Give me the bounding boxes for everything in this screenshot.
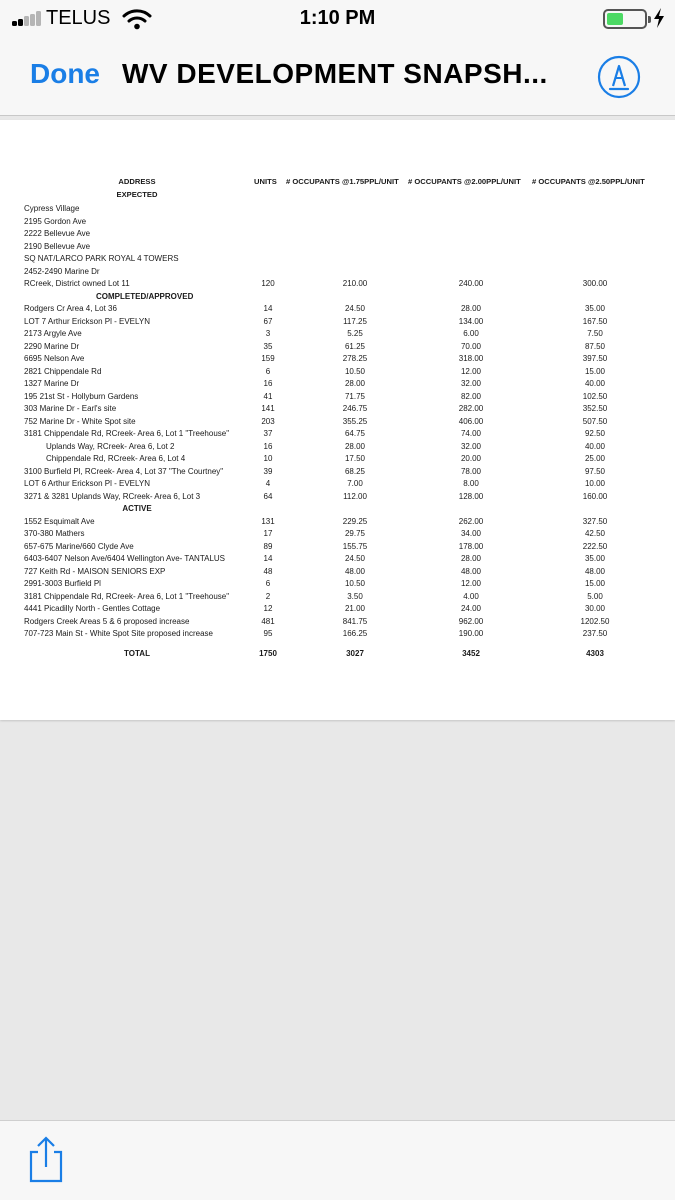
occupants-250-cell: 10.00 [584, 479, 606, 488]
table-row [24, 629, 664, 642]
table-row [24, 529, 664, 542]
occupants-175-cell: 10.50 [344, 579, 366, 588]
table-row [24, 229, 664, 242]
bottom-toolbar [0, 1120, 675, 1200]
table-row [24, 379, 664, 392]
address-cell: 752 Marine Dr - White Spot site [24, 416, 136, 426]
occupants-175-cell: 112.00 [343, 491, 367, 501]
occupants-250-cell: 352.50 [582, 404, 608, 413]
occupants-200-cell: 282.00 [458, 404, 484, 413]
development-table [24, 177, 664, 661]
units-cell: 481 [261, 616, 275, 626]
section-header [24, 504, 664, 517]
occupants-175-cell: 117.25 [343, 316, 367, 326]
occupants-250-cell: 5.00 [587, 591, 603, 601]
occupants-175-cell: 61.25 [344, 341, 366, 351]
occupants-200-cell: 12.00 [460, 579, 482, 588]
battery-icon [603, 9, 647, 29]
address-cell: 2173 Argyle Ave [24, 329, 82, 338]
occupants-175-cell: 28.00 [344, 441, 366, 451]
address-cell: 2222 Bellevue Ave [24, 229, 91, 238]
header-occupants-200: # OCCUPANTS @2.00PPL/UNIT [408, 177, 521, 186]
address-cell: LOT 6 Arthur Erickson Pl - EVELYN [24, 479, 150, 488]
table-row [24, 279, 664, 292]
occupants-175-cell: 278.25 [342, 354, 368, 363]
occupants-175-cell: 24.50 [344, 554, 366, 563]
occupants-175-cell: 28.00 [344, 379, 366, 388]
address-cell: 707-723 Main St - White Spot Site proposed increase [24, 629, 213, 638]
occupants-250-cell: 15.00 [584, 366, 606, 376]
occupants-200-cell: 24.00 [460, 604, 482, 613]
occupants-200-cell: 78.00 [460, 466, 482, 476]
total-units: 1750 [259, 648, 277, 658]
total-row [24, 649, 664, 662]
occupants-200-cell: 4.00 [463, 591, 479, 601]
occupants-250-cell: 15.00 [584, 579, 606, 588]
address-cell: 2452-2490 Marine Dr [24, 266, 100, 276]
occupants-200-cell: 318.00 [458, 354, 484, 363]
occupants-250-cell: 222.50 [582, 541, 608, 551]
address-cell: 2195 Gordon Ave [24, 216, 87, 226]
address-cell: Uplands Way, RCreek- Area 6, Lot 2 [46, 441, 175, 451]
address-cell: RCreek, District owned Lot 11 [24, 279, 130, 288]
address-cell: 657-675 Marine/660 Clyde Ave [24, 541, 134, 551]
units-cell: 4 [265, 479, 271, 488]
battery-level [607, 13, 623, 25]
table-row [24, 367, 664, 380]
occupants-200-cell: 8.00 [463, 479, 479, 488]
table-row [24, 217, 664, 230]
address-cell: 370-380 Mathers [24, 529, 85, 538]
occupants-175-cell: 17.50 [344, 454, 366, 463]
address-cell: Cypress Village [24, 204, 80, 213]
address-cell: 1327 Marine Dr [24, 379, 80, 388]
occupants-175-cell: 48.00 [344, 566, 366, 576]
done-button[interactable]: Done [30, 58, 100, 89]
table-row [24, 604, 664, 617]
occupants-200-cell: 134.00 [458, 316, 484, 326]
address-cell: 6695 Nelson Ave [24, 354, 85, 363]
address-cell: 2290 Marine Dr [24, 341, 80, 351]
table-row [24, 417, 664, 430]
units-cell: 41 [263, 391, 273, 401]
occupants-175-cell: 841.75 [342, 616, 368, 626]
occupants-200-cell: 28.00 [460, 304, 482, 313]
occupants-175-cell: 229.25 [342, 516, 368, 526]
occupants-250-cell: 25.00 [584, 454, 606, 463]
address-cell: 3181 Chippendale Rd, RCreek- Area 6, Lot 1 "Treehouse" [24, 591, 230, 601]
occupants-250-cell: 102.50 [582, 391, 608, 401]
address-cell: LOT 7 Arthur Erickson Pl - EVELYN [24, 316, 150, 326]
header-address: ADDRESS [118, 177, 156, 186]
address-cell: Chippendale Rd, RCreek- Area 6, Lot 4 [46, 454, 186, 463]
occupants-200-cell: 34.00 [460, 529, 482, 538]
occupants-175-cell: 355.25 [342, 416, 368, 426]
address-cell: 2991-3003 Burfield Pl [24, 579, 101, 588]
units-cell: 16 [263, 379, 273, 388]
units-cell: 37 [263, 429, 273, 438]
address-cell: 1552 Esquimalt Ave [24, 516, 95, 526]
table-row [24, 267, 664, 280]
units-cell: 10 [263, 454, 273, 463]
address-cell: 195 21st St - Hollyburn Gardens [24, 391, 139, 401]
occupants-200-cell: 190.00 [458, 629, 484, 638]
occupants-250-cell: 507.50 [582, 416, 608, 426]
occupants-175-cell: 246.75 [342, 404, 368, 413]
document-title: WV DEVELOPMENT SNAPSH... [122, 58, 548, 89]
markup-pen-icon[interactable] [597, 55, 641, 99]
document-page[interactable] [0, 120, 675, 720]
units-cell: 120 [261, 279, 275, 288]
table-row [24, 467, 664, 480]
occupants-250-cell: 97.50 [584, 466, 606, 476]
units-cell: 17 [263, 529, 273, 538]
share-icon[interactable] [26, 1135, 66, 1185]
occupants-175-cell: 5.25 [347, 329, 363, 338]
occupants-175-cell: 64.75 [344, 429, 366, 438]
header-occupants-250: # OCCUPANTS @2.50PPL/UNIT [532, 177, 645, 186]
address-cell: 2821 Chippendale Rd [24, 366, 102, 376]
table-row [24, 317, 664, 330]
occupants-200-cell: 70.00 [460, 341, 482, 351]
occupants-250-cell: 87.50 [584, 341, 606, 351]
address-cell: 727 Keith Rd - MAISON SENIORS EXP [24, 566, 166, 576]
occupants-250-cell: 35.00 [584, 554, 606, 563]
occupants-250-cell: 40.00 [584, 379, 606, 388]
address-cell: SQ NAT/LARCO PARK ROYAL 4 TOWERS [24, 254, 179, 263]
units-cell: 2 [265, 591, 271, 601]
units-cell: 64 [263, 491, 273, 501]
address-cell: 3100 Burfield Pl, RCreek- Area 4, Lot 37 "The Courtney" [24, 466, 224, 476]
units-cell: 141 [261, 404, 275, 413]
address-cell: 3271 & 3281 Uplands Way, RCreek- Area 6, Lot 3 [24, 491, 201, 501]
occupants-250-cell: 42.50 [584, 529, 606, 538]
occupants-200-cell: 28.00 [460, 554, 482, 563]
occupants-250-cell: 167.50 [582, 316, 608, 326]
occupants-175-cell: 10.50 [344, 366, 366, 376]
section-expected [24, 190, 664, 204]
section-label: EXPECTED [116, 190, 158, 199]
occupants-175-cell: 29.75 [344, 529, 366, 538]
table-row [24, 429, 664, 442]
occupants-250-cell: 160.00 [582, 491, 608, 501]
table-row [24, 617, 664, 630]
units-cell: 89 [263, 541, 273, 551]
table-row [24, 329, 664, 342]
address-cell: 4441 Picadilly North - Gentles Cottage [24, 604, 161, 613]
carrier-name: TELUS [46, 7, 111, 29]
address-cell: 2190 Bellevue Ave [24, 241, 91, 251]
table-row [24, 392, 664, 405]
nav-bar [0, 38, 675, 116]
occupants-175-cell: 166.25 [342, 629, 368, 638]
units-cell: 35 [263, 341, 273, 351]
units-cell: 95 [263, 629, 273, 638]
occupants-200-cell: 128.00 [458, 491, 484, 501]
table-row [24, 554, 664, 567]
address-cell: 6403-6407 Nelson Ave/6404 Wellington Ave- TANTALUS [24, 554, 226, 563]
address-cell: 303 Marine Dr - Earl's site [24, 404, 117, 413]
occupants-250-cell: 1202.50 [580, 616, 610, 626]
address-cell: Rodgers Creek Areas 5 & 6 proposed increase [24, 616, 190, 626]
charging-bolt-icon [652, 7, 666, 29]
address-cell: Rodgers Cr Area 4, Lot 36 [24, 304, 117, 313]
occupants-175-cell: 24.50 [344, 304, 366, 313]
units-cell: 6 [265, 366, 271, 376]
occupants-250-cell: 92.50 [584, 429, 606, 438]
occupants-200-cell: 6.00 [463, 329, 479, 338]
table-row [24, 404, 664, 417]
total-occupants-200: 3452 [462, 648, 480, 658]
table-row [24, 542, 664, 555]
table-row [24, 442, 664, 455]
total-label: TOTAL [124, 648, 150, 658]
occupants-175-cell: 210.00 [342, 279, 368, 288]
occupants-250-cell: 30.00 [584, 604, 606, 613]
units-cell: 14 [263, 554, 273, 563]
occupants-250-cell: 48.00 [584, 566, 606, 576]
table-row [24, 517, 664, 530]
occupants-250-cell: 327.50 [582, 516, 608, 526]
units-cell: 131 [261, 516, 275, 526]
occupants-200-cell: 962.00 [458, 616, 484, 626]
table-row [24, 254, 664, 267]
section-label: COMPLETED/APPROVED [96, 291, 194, 301]
occupants-175-cell: 7.00 [347, 479, 363, 488]
table-row [24, 579, 664, 592]
units-cell: 67 [263, 316, 273, 326]
table-header [24, 177, 664, 190]
section-header [24, 292, 664, 305]
table-row [24, 204, 664, 217]
occupants-200-cell: 48.00 [460, 566, 482, 576]
occupants-200-cell: 262.00 [458, 516, 484, 526]
occupants-175-cell: 68.25 [344, 466, 366, 476]
occupants-200-cell: 20.00 [460, 454, 482, 463]
total-occupants-250: 4303 [586, 648, 604, 658]
occupants-250-cell: 40.00 [584, 441, 606, 451]
table-row [24, 479, 664, 492]
address-cell: 3181 Chippendale Rd, RCreek- Area 6, Lot 1 "Treehouse" [24, 429, 230, 438]
occupants-200-cell: 32.00 [460, 379, 482, 388]
table-row [24, 242, 664, 255]
clock: 1:10 PM [299, 7, 376, 29]
occupants-200-cell: 240.00 [458, 279, 484, 288]
units-cell: 203 [261, 416, 275, 426]
occupants-250-cell: 7.50 [587, 329, 603, 338]
occupants-250-cell: 35.00 [584, 304, 606, 313]
header-units: UNITS [254, 177, 277, 186]
occupants-175-cell: 155.75 [342, 541, 368, 551]
occupants-250-cell: 300.00 [582, 279, 608, 288]
occupants-200-cell: 406.00 [458, 416, 484, 426]
units-cell: 14 [263, 304, 273, 313]
occupants-175-cell: 71.75 [344, 391, 366, 401]
total-occupants-175: 3027 [346, 648, 364, 658]
occupants-200-cell: 74.00 [460, 429, 482, 438]
units-cell: 159 [261, 354, 275, 363]
status-bar [0, 0, 675, 38]
units-cell: 48 [263, 566, 273, 576]
table-row [24, 454, 664, 467]
units-cell: 39 [263, 466, 273, 476]
occupants-200-cell: 82.00 [460, 391, 482, 401]
table-row [24, 567, 664, 580]
table-row [24, 304, 664, 317]
units-cell: 16 [263, 441, 273, 451]
units-cell: 6 [265, 579, 271, 588]
table-row [24, 592, 664, 605]
units-cell: 3 [265, 329, 271, 338]
occupants-250-cell: 237.50 [582, 629, 608, 638]
occupants-175-cell: 3.50 [347, 591, 363, 601]
table-row [24, 492, 664, 505]
occupants-200-cell: 178.00 [458, 541, 484, 551]
table-row [24, 354, 664, 367]
occupants-175-cell: 21.00 [344, 604, 366, 613]
occupants-250-cell: 397.50 [582, 354, 608, 363]
section-label: ACTIVE [122, 504, 152, 513]
header-occupants-175: # OCCUPANTS @1.75PPL/UNIT [286, 177, 399, 186]
occupants-200-cell: 12.00 [460, 366, 482, 376]
occupants-200-cell: 32.00 [460, 441, 482, 451]
units-cell: 12 [263, 604, 273, 613]
table-row [24, 342, 664, 355]
table-body [24, 204, 664, 642]
